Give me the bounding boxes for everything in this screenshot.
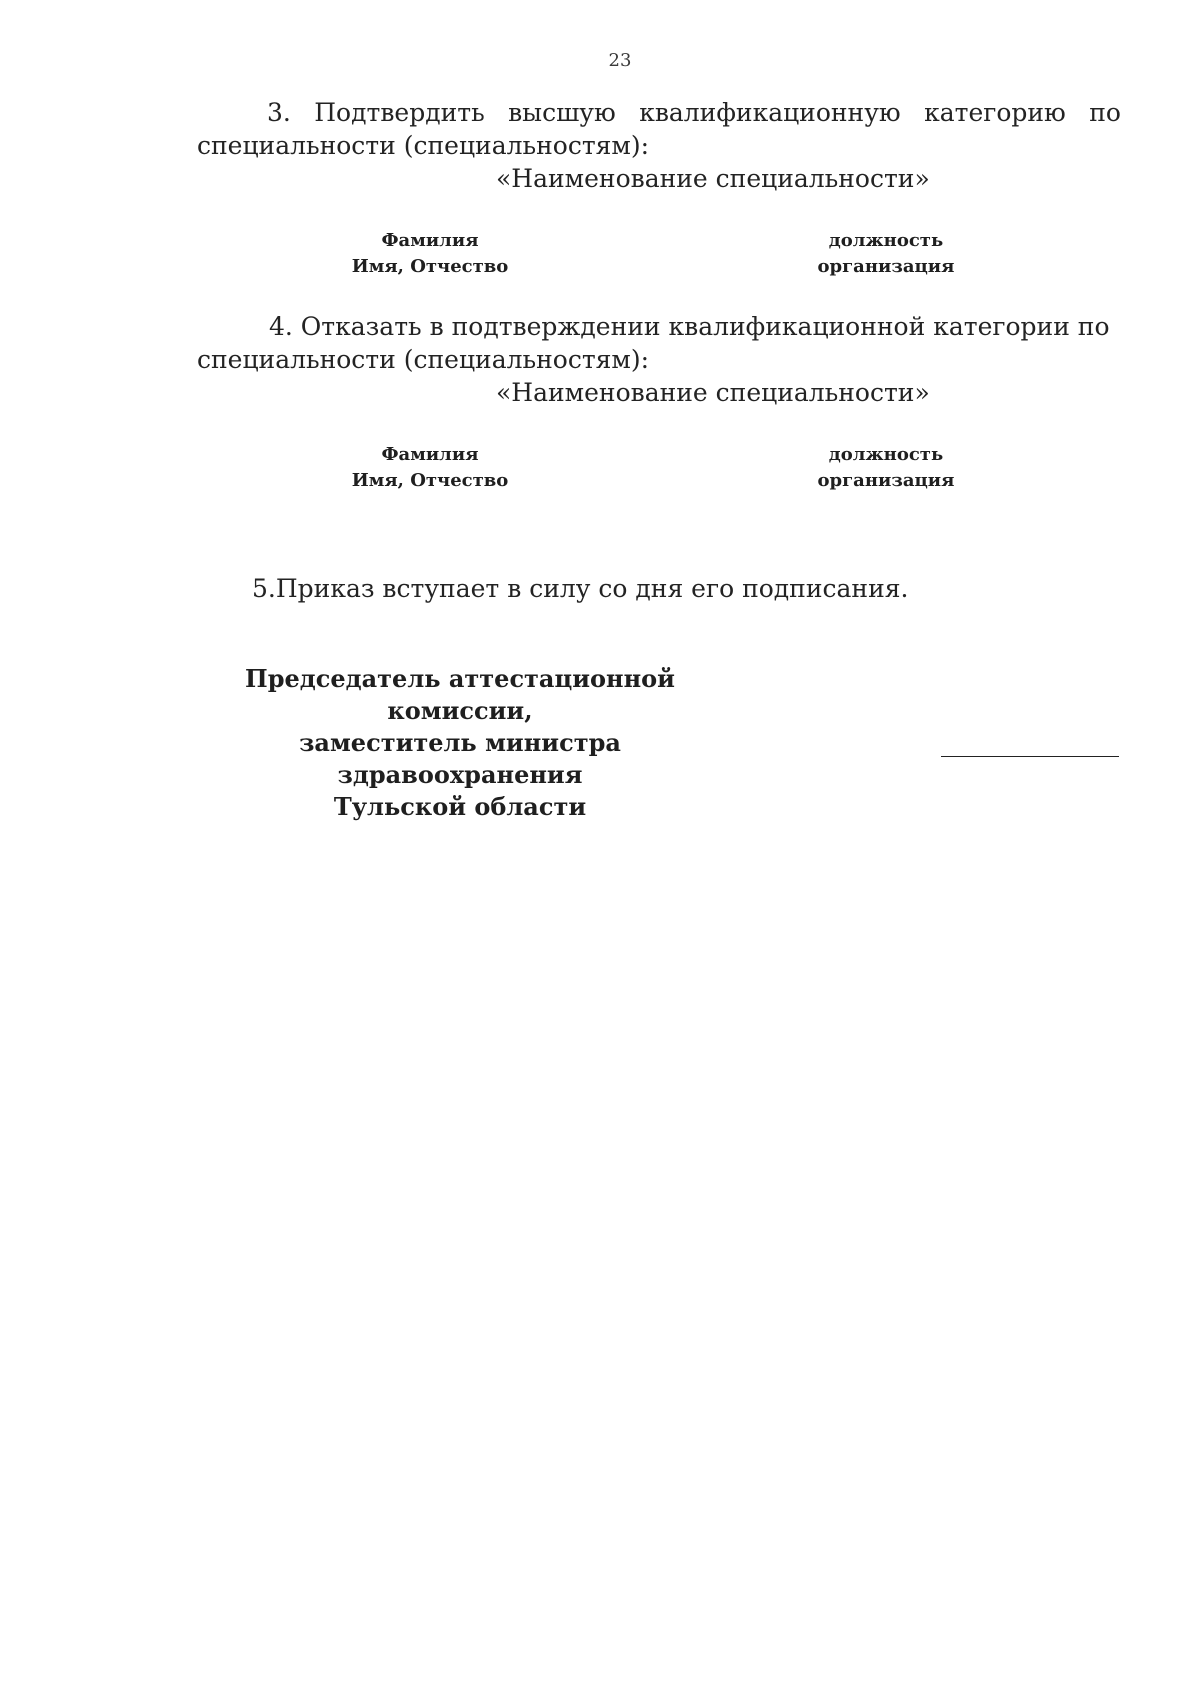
signatory-block [195, 663, 725, 823]
item-3-second-line: специальности (специальностям): [197, 131, 650, 160]
item-3-word: категорию [924, 98, 1066, 127]
item-3-person [330, 228, 530, 280]
item-4-second-line: специальности (специальностям): [197, 345, 650, 374]
item-4-first-line: 4. Отказать в подтверждении квалификационной категории по [269, 312, 1110, 341]
item-3-surname: Фамилия [381, 230, 479, 251]
item-4-name: Имя, Отчество [351, 470, 509, 491]
item-3-word: квалификационную [639, 98, 901, 127]
item-3-position [786, 228, 986, 280]
signatory-line-2: заместитель министра здравоохранения [299, 728, 621, 789]
item-4-surname: Фамилия [381, 444, 479, 465]
item-3-word: высшую [508, 98, 616, 127]
signatory-line-1: Председатель аттестационной комиссии, [245, 664, 675, 725]
signature-line [941, 756, 1119, 757]
page-number: 23 [608, 50, 632, 71]
item-4-position-title: должность [828, 444, 944, 465]
item-4-person [330, 442, 530, 494]
item-3-name: Имя, Отчество [351, 256, 509, 277]
item-5-text: 5.Приказ вступает в силу со дня его подписания. [252, 574, 909, 603]
item-3-first-line [267, 97, 1121, 129]
item-3-position-title: должность [828, 230, 944, 251]
item-4-specialty: «Наименование специальности» [496, 378, 930, 407]
item-4-position [786, 442, 986, 494]
signatory-line-3: Тульской области [333, 792, 587, 821]
item-3-word: 3. [267, 98, 291, 127]
item-3-specialty: «Наименование специальности» [496, 164, 930, 193]
item-3-word: по [1089, 98, 1121, 127]
item-3-word: Подтвердить [314, 98, 485, 127]
item-4-organization: организация [817, 470, 955, 491]
item-3-organization: организация [817, 256, 955, 277]
